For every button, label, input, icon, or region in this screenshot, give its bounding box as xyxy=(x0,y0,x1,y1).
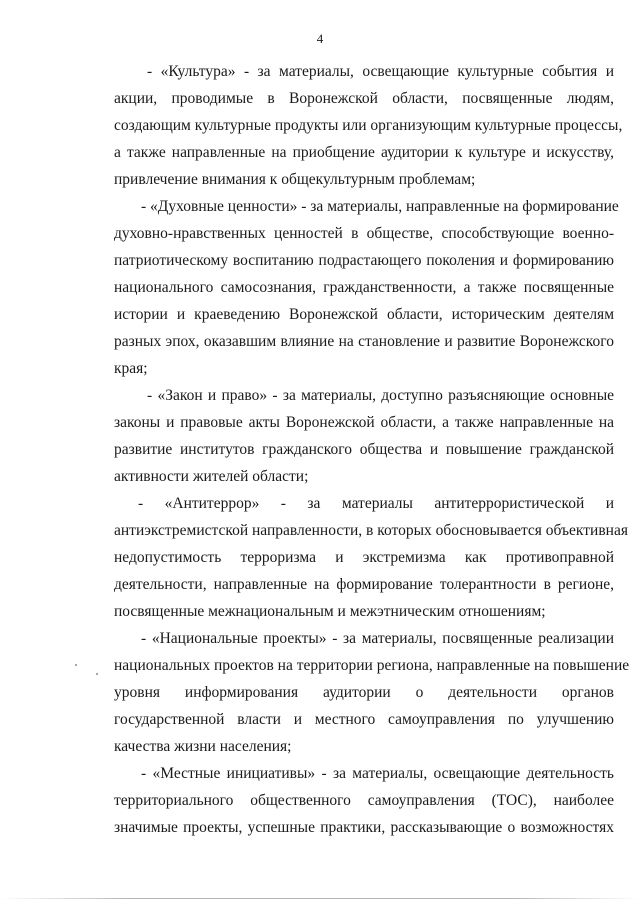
text-line: - «Культура» - за материалы, освещающие культурные события и xyxy=(147,63,614,80)
text-line: - «Духовные ценности» - за материалы, направленные на формирование xyxy=(141,198,619,215)
text-line: значимые проекты, успешные практики, рассказывающие о возможностях xyxy=(114,819,614,836)
text-line: развитие институтов гражданского общества и повышение гражданской xyxy=(114,441,614,458)
text-line: патриотическому воспитанию подрастающего поколения и формированию xyxy=(114,252,614,269)
scan-speck xyxy=(75,664,77,666)
text-line: края; xyxy=(114,360,148,377)
text-line: разных эпох, оказавшим влияние на становление и развитие Воронежского xyxy=(114,333,614,350)
text-line: посвященные межнациональным и межэтническим отношениям; xyxy=(114,603,546,620)
text-line: духовно-нравственных ценностей в обществе, способствующие военно- xyxy=(114,225,614,242)
scan-bottom-edge xyxy=(0,898,640,899)
text-line: а также направленные на приобщение аудитории к культуре и искусству, xyxy=(114,144,614,161)
text-line: государственной власти и местного самоуправления по улучшению xyxy=(114,711,614,728)
text-line: территориального общественного самоуправления (ТОС), наиболее xyxy=(114,792,614,809)
text-line: привлечение внимания к общекультурным проблемам; xyxy=(114,171,476,188)
text-line: создающим культурные продукты или организующим культурные процессы, xyxy=(114,117,623,134)
text-line: качества жизни населения; xyxy=(114,738,292,755)
page-number: 4 xyxy=(316,31,324,46)
scan-speck xyxy=(96,673,98,675)
text-line: акции, проводимые в Воронежской области, посвященные людям, xyxy=(114,90,614,107)
text-line: активности жителей области; xyxy=(114,468,309,485)
text-line: - «Антитеррор» - за материалы антитеррористической и xyxy=(138,495,614,512)
text-line: национальных проектов на территории региона, направленные на повышение xyxy=(114,657,630,674)
text-line: национального самосознания, гражданственности, а также посвященные xyxy=(114,279,614,296)
text-line: недопустимость терроризма и экстремизма как противоправной xyxy=(114,549,614,566)
text-line: уровня информирования аудитории о деятельности органов xyxy=(114,684,614,701)
text-line: антиэкстремистской направленности, в которых обосновывается объективная xyxy=(114,522,628,539)
text-line: - «Национальные проекты» - за материалы, посвященные реализации xyxy=(141,630,614,647)
text-line: - «Закон и право» - за материалы, доступно разъясняющие основные xyxy=(147,387,614,404)
text-line: деятельности, направленные на формирование толерантности в регионе, xyxy=(114,576,614,593)
text-line: истории и краеведению Воронежской области, историческим деятелям xyxy=(114,306,614,323)
text-line: законы и правовые акты Воронежской области, а также направленные на xyxy=(114,414,614,431)
text-line: - «Местные инициативы» - за материалы, освещающие деятельность xyxy=(141,765,614,782)
